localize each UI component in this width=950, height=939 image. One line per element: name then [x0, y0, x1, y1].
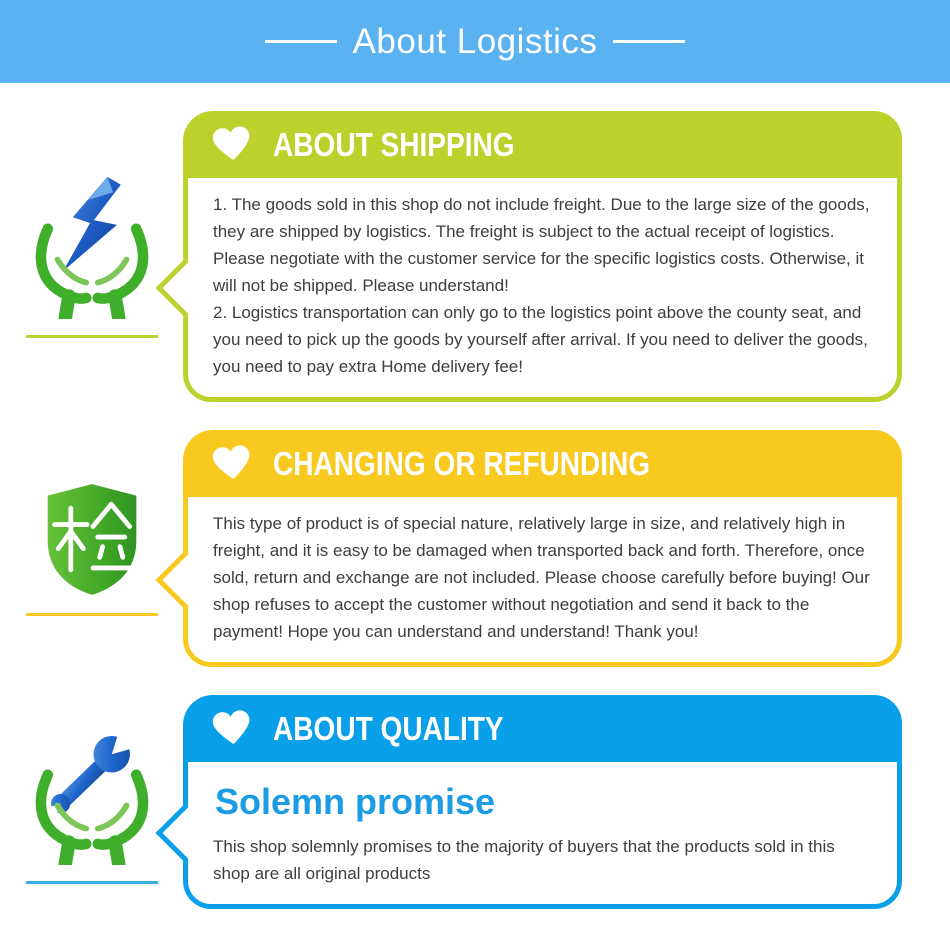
hands-holding-lightning-icon [22, 175, 162, 319]
refunding-card-header [183, 430, 902, 497]
refunding-icon-underline [26, 613, 158, 616]
inspection-shield-icon [39, 481, 145, 597]
card-title: CHANGING OR REFUNDING [273, 444, 651, 482]
shipping-card-header [183, 111, 902, 178]
quality-section [0, 695, 950, 909]
solemn-promise-heading: Solemn promise [215, 781, 496, 822]
card-title: ABOUT SHIPPING [273, 125, 515, 163]
heart-icon [207, 440, 257, 487]
heart-icon [207, 705, 257, 752]
card-title: ABOUT QUALITY [273, 709, 504, 747]
card-paragraph: This type of product is of special nature, relatively large in size, and relatively high in freight, and it is easy to be damaged when transported back and forth. Therefore, once sold, return and exchange are not included. Please choose carefully before buying! Our shop refuses to accept the customer without negotiation and send it back to the payment! Hope you can understand and understand! Thank you! [213, 514, 870, 641]
quality-icon-column [0, 721, 183, 884]
card-paragraph: This shop solemnly promises to the majority of buyers that the products sold in this shop are all original products [213, 837, 835, 883]
shipping-icon-underline [26, 335, 158, 338]
banner-dash-left [265, 40, 337, 43]
card-paragraph: 2. Logistics transportation can only go to the logistics point above the county seat, and you need to pick up the goods by yourself after arrival. If you need to deliver the goods, you need to pay extra Home delivery fee! [213, 303, 868, 376]
shipping-icon-column [0, 175, 183, 338]
quality-card [183, 695, 902, 909]
card-paragraph: 1. The goods sold in this shop do not include freight. Due to the large size of the goods, they are shipped by logistics. The freight is subject to the actual receipt of logistics. Please negotiate with the customer service for the specific logistics costs. Otherwise, it will not be shipped. Please understand! [213, 195, 870, 295]
quality-icon-underline [26, 881, 158, 884]
heart-icon [207, 121, 257, 168]
quality-card-body [183, 762, 902, 909]
page-title: About Logistics [352, 21, 598, 61]
refunding-section [0, 430, 950, 667]
banner [0, 0, 950, 83]
shipping-card-body [183, 178, 902, 402]
refunding-icon-column [0, 481, 183, 616]
hands-holding-wrench-icon [22, 721, 162, 865]
refunding-card-body [183, 497, 902, 667]
banner-dash-right [613, 40, 685, 43]
quality-card-header [183, 695, 902, 762]
shipping-card [183, 111, 902, 402]
shipping-section [0, 111, 950, 402]
refunding-card [183, 430, 902, 667]
